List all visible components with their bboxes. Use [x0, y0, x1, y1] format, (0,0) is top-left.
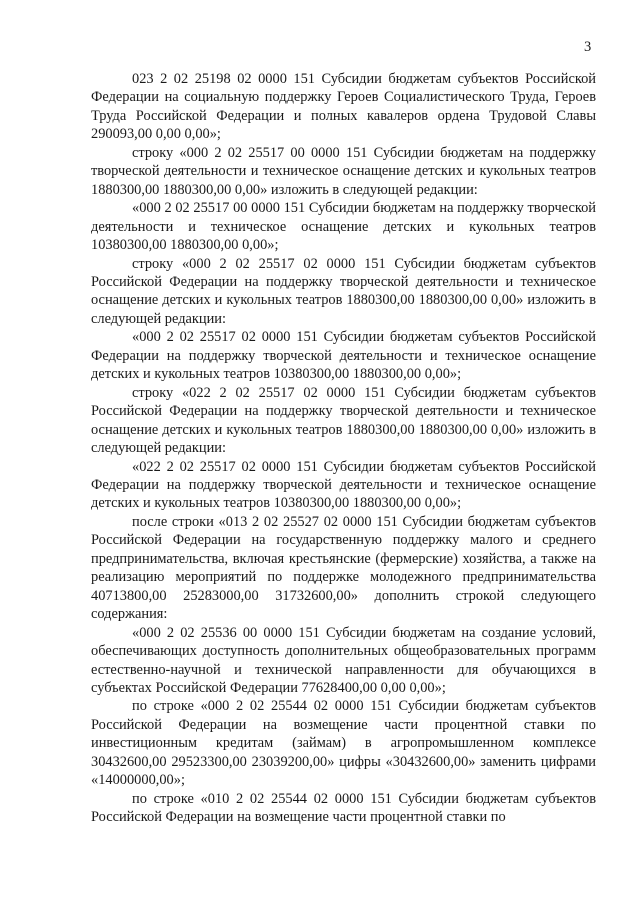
- paragraph-11: по строке «010 2 02 25544 02 0000 151 Субсидии бюджетам субъектов Российской Федерации на возмещение части процентной ставки по: [91, 790, 596, 826]
- document-body: [91, 70, 596, 827]
- paragraph-4: строку «000 2 02 25517 02 0000 151 Субсидии бюджетам субъектов Российской Федерации на поддержку творческой деятельности и техническое оснащение детских и кукольных театров 1880300,00 1880300,00 0,00» изложить в следующей редакции:: [91, 255, 596, 327]
- paragraph-6: строку «022 2 02 25517 02 0000 151 Субсидии бюджетам субъектов Российской Федерации на поддержку творческой деятельности и техническое оснащение детских и кукольных театров 1880300,00 1880300,00 0,00» изложить в следующей редакции:: [91, 384, 596, 457]
- paragraph-2: строку «000 2 02 25517 00 0000 151 Субсидии бюджетам на поддержку творческой деятельности и техническое оснащение детских и кукольных театров 1880300,00 1880300,00 0,00» изложить в следующей редакции:: [91, 144, 596, 198]
- paragraph-3: «000 2 02 25517 00 0000 151 Субсидии бюджетам на поддержку творческой деятельности и техническое оснащение детских и кукольных театров 10380300,00 1880300,00 0,00»;: [91, 200, 596, 254]
- paragraph-1: 023 2 02 25198 02 0000 151 Субсидии бюджетам субъектов Российской Федерации на социальную поддержку Героев Социалистического Труда, Героев Труда Российской Федерации и полных кавалеров ордена Трудовой Славы 290093,00 0,00 0,00»;: [91, 71, 596, 143]
- paragraph-10: по строке «000 2 02 25544 02 0000 151 Субсидии бюджетам субъектов Российской Федерации на возмещение части процентной ставки по инвестиционным кредитам (займам) в агропромышленном комплексе 30432600,00 29523300,00 23039200,00» цифры «30432600,00» заменить цифрами «14000000,00»;: [91, 698, 596, 789]
- paragraph-9: «000 2 02 25536 00 0000 151 Субсидии бюджетам на создание условий, обеспечивающих доступность дополнительных общеобразовательных программ естественно-научной и технической направленности для обучающихся в субъектах Российской Федерации 77628400,00 0,00 0,00»;: [91, 624, 596, 696]
- paragraph-8: после строки «013 2 02 25527 02 0000 151 Субсидии бюджетам субъектов Российской Федерации на государственную поддержку малого и среднего предпринимательства, включая крестьянские (фермерские) хозяйства, а также на реализацию мероприятий по поддержке молодежного предпринимательства 40713800,00 25283000,00 31732600,00» дополнить строкой следующего содержания:: [91, 513, 596, 623]
- paragraph-7: «022 2 02 25517 02 0000 151 Субсидии бюджетам субъектов Российской Федерации на поддержку творческой деятельности и техническое оснащение детских и кукольных театров 10380300,00 1880300,00 0,00»;: [91, 458, 596, 512]
- page-number: 3: [584, 39, 592, 55]
- paragraph-5: «000 2 02 25517 02 0000 151 Субсидии бюджетам субъектов Российской Федерации на поддержку творческой деятельности и техническое оснащение детских и кукольных театров 10380300,00 1880300,00 0,00»;: [91, 329, 596, 383]
